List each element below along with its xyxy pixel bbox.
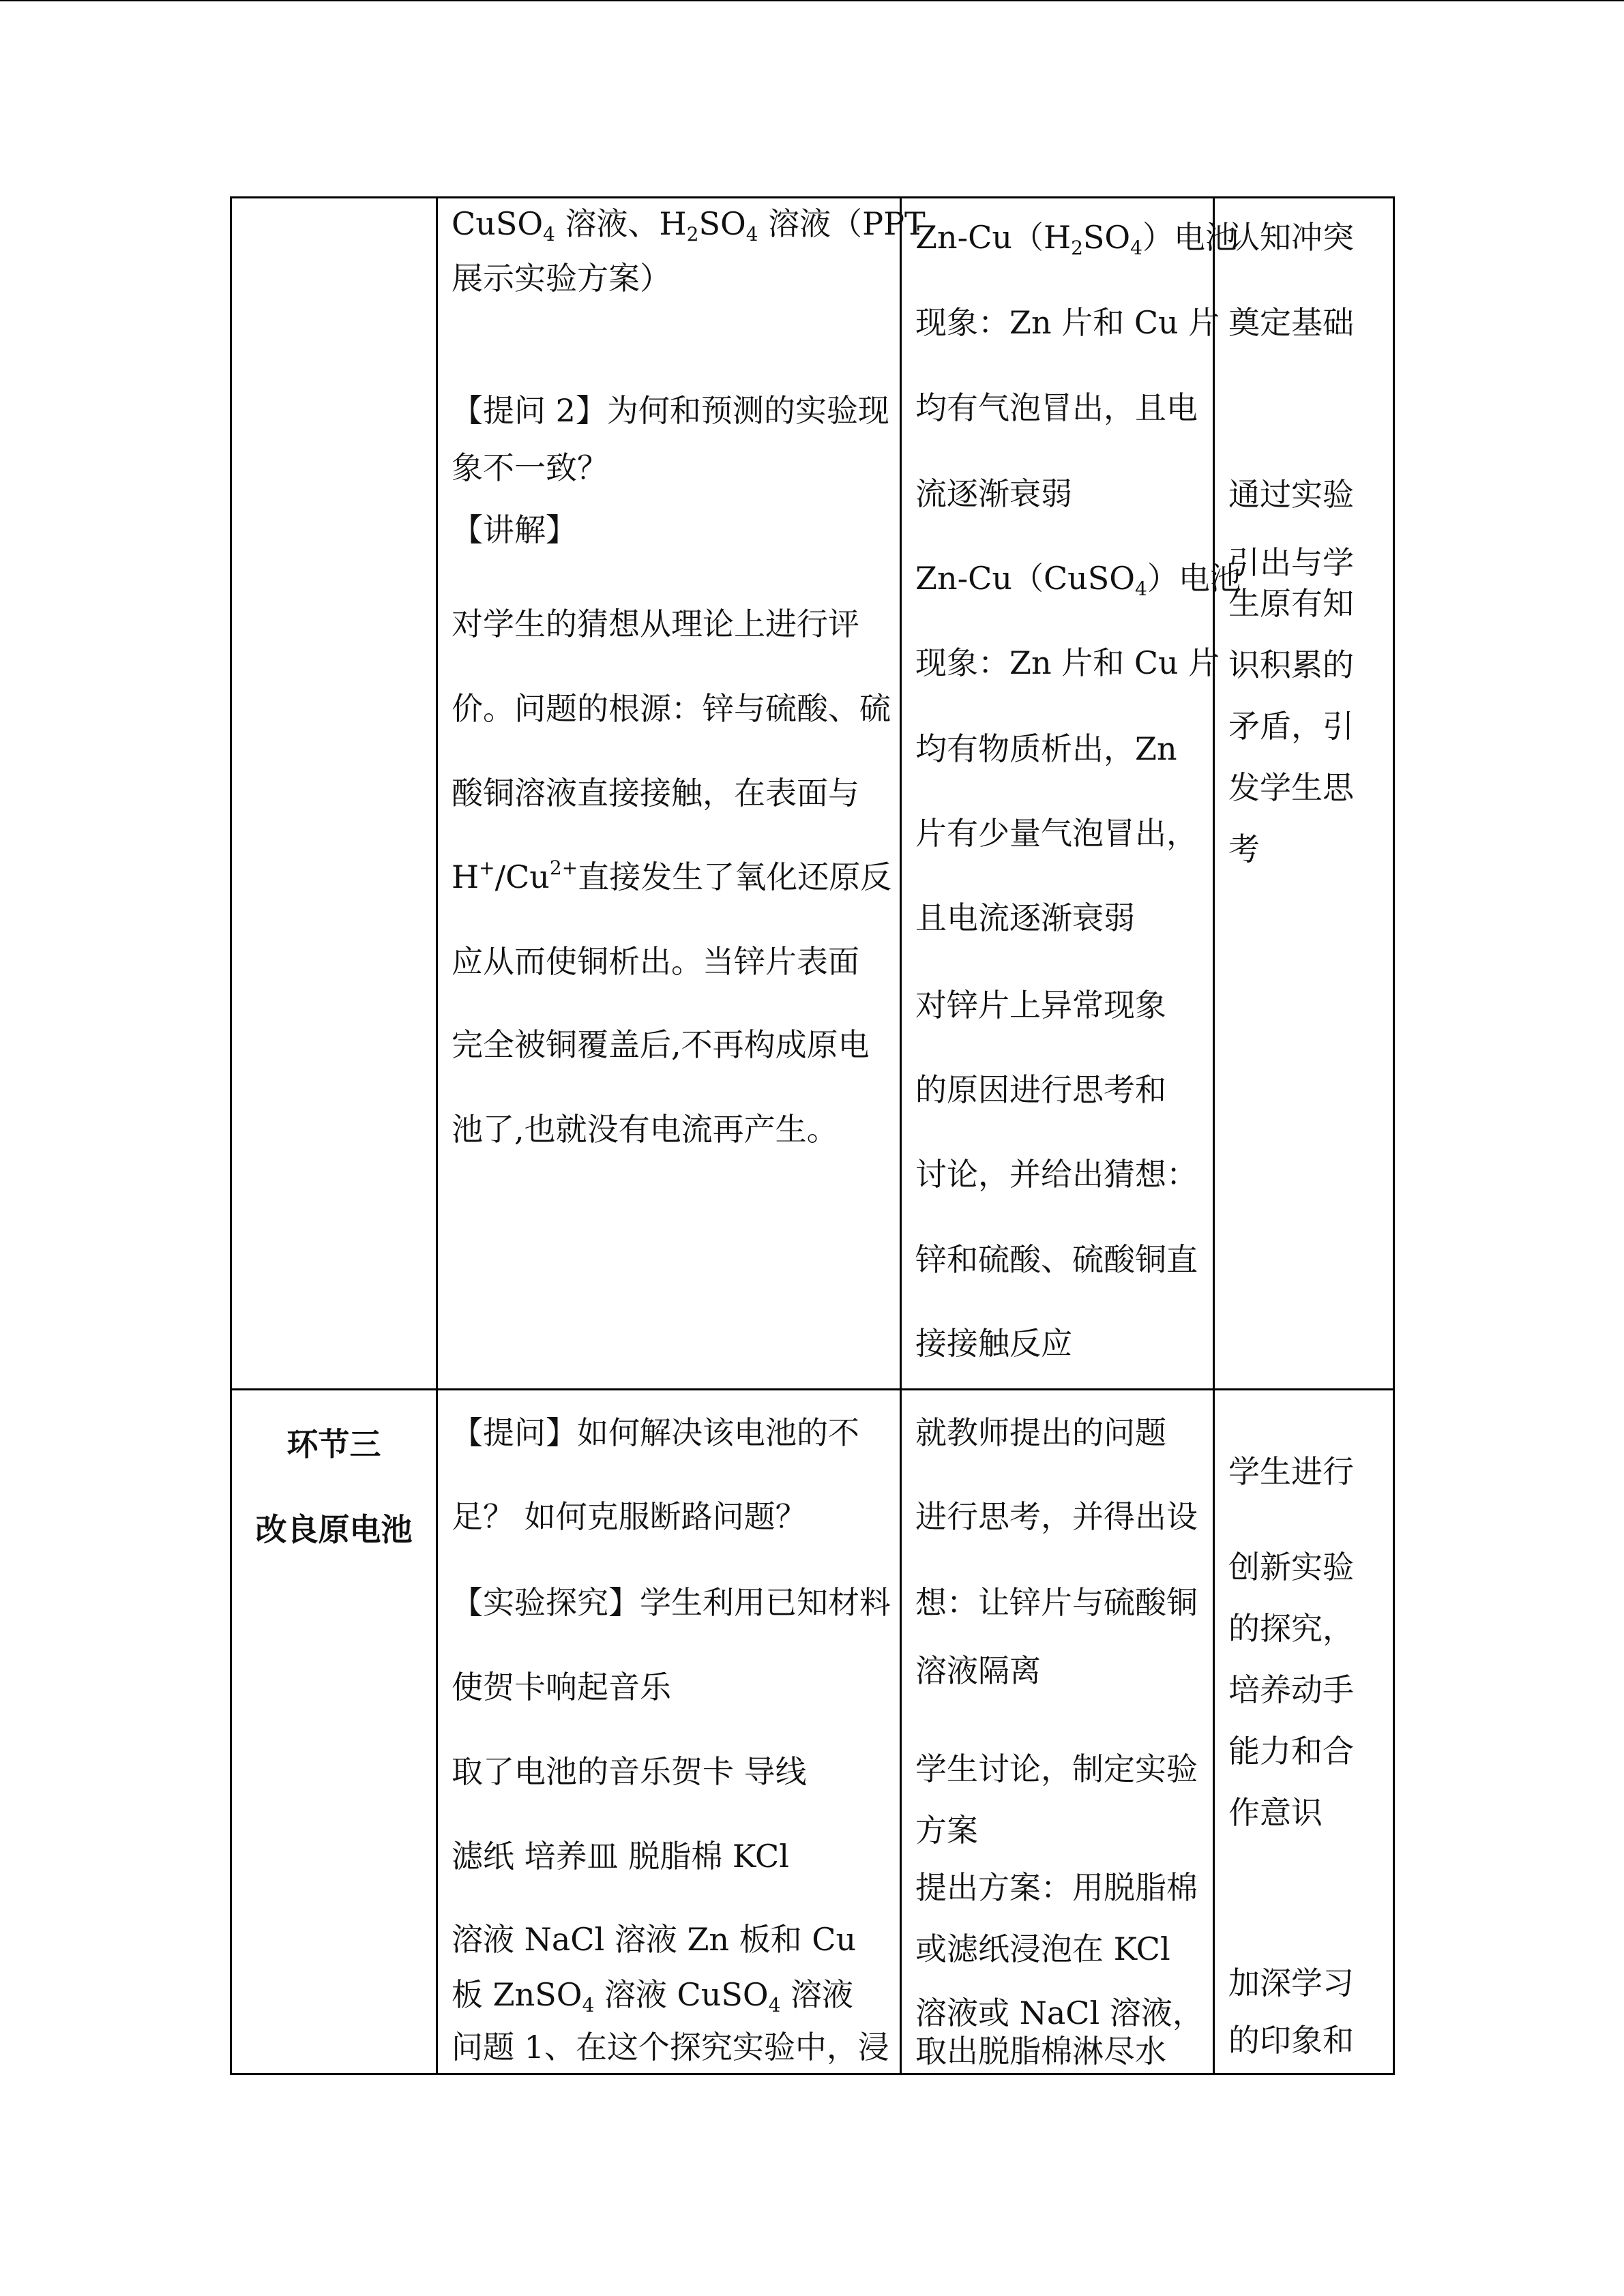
text-line: 取出脱脂棉淋尽水 — [915, 2033, 1166, 2070]
text-line: 对学生的猜想从理论上进行评 — [452, 606, 859, 642]
teacher-activity-content — [438, 198, 926, 1388]
text-line: 滤纸 培养皿 脱脂棉 KCl — [452, 1838, 789, 1875]
text-fragment: 溶液、H — [555, 205, 687, 242]
stage-title: 环节三 — [286, 1426, 381, 1463]
text-line: 酸铜溶液直接接触，在表面与 — [452, 775, 859, 811]
teacher-activity-cell — [437, 1390, 901, 2074]
text-line: 【实验探究】学生利用已知材料 — [452, 1584, 891, 1621]
student-activity-content — [902, 1390, 1213, 2073]
text-line: 【讲解】 — [452, 511, 577, 548]
student-activity-cell — [901, 198, 1241, 1390]
text-line: 发学生思 — [1228, 769, 1354, 806]
teacher-activity-cell — [437, 198, 926, 1390]
text-line: 能力和合 — [1228, 1733, 1354, 1770]
text-fragment: 4 — [745, 223, 758, 245]
text-fragment: CuSO — [452, 205, 544, 242]
text-fragment: Zn-Cu（CuSO — [915, 560, 1135, 597]
text-line: 完全被铜覆盖后,不再构成原电 — [452, 1026, 870, 1063]
text-line: 奠定基础 — [1228, 304, 1354, 341]
design-intent-cell — [1214, 1390, 1394, 2074]
table-row — [231, 198, 1394, 1390]
text-fragment: SO — [698, 205, 746, 242]
text-line: 考 — [1228, 831, 1260, 867]
text-fragment: + — [479, 856, 495, 879]
text-line — [452, 857, 891, 897]
text-line — [915, 558, 1241, 598]
text-fragment: H — [452, 859, 479, 895]
text-line: 象不一致？ — [452, 449, 608, 486]
text-line: 接接触反应 — [915, 1325, 1072, 1362]
text-fragment: SO — [1082, 219, 1131, 256]
text-line: 学生进行 — [1228, 1453, 1354, 1490]
text-line: 现象：Zn 片和 Cu 片 — [915, 644, 1220, 681]
text-fragment: 板 ZnSO — [452, 1976, 582, 2013]
stage-cell — [231, 198, 437, 1390]
text-fragment: 溶液（PPT — [758, 205, 926, 242]
text-fragment: 4 — [582, 1994, 595, 2016]
text-line: 想：让锌片与硫酸铜 — [915, 1584, 1198, 1621]
design-intent-content — [1215, 198, 1393, 1388]
text-line: 作意识 — [1228, 1794, 1323, 1831]
text-line: 现象：Zn 片和 Cu 片 — [915, 304, 1220, 341]
text-line: 生原有知 — [1228, 585, 1354, 622]
text-fragment: 4 — [543, 223, 555, 245]
text-line: 进行思考，并得出设 — [915, 1498, 1198, 1535]
text-line: 识积累的 — [1228, 646, 1354, 683]
table-row — [231, 1390, 1394, 2074]
text-line: 对锌片上异常现象 — [915, 987, 1166, 1024]
text-line: 溶液或 NaCl 溶液， — [915, 1995, 1204, 2031]
text-line: 价。问题的根源：锌与硫酸、硫 — [452, 690, 891, 727]
text-fragment: 4 — [1130, 237, 1142, 259]
text-line: 取了电池的音乐贺卡 导线 — [452, 1753, 807, 1790]
text-line: 流逐渐衰弱 — [915, 475, 1072, 512]
text-line: 引出与学 — [1228, 544, 1354, 581]
text-fragment: 2 — [1071, 237, 1083, 259]
text-line: 溶液 NaCl 溶液 Zn 板和 Cu — [452, 1921, 857, 1958]
text-line: 就教师提出的问题 — [915, 1414, 1166, 1451]
text-fragment: 4 — [768, 1994, 781, 2016]
text-line: 或滤纸浸泡在 KCl — [915, 1930, 1170, 1967]
text-line: 的印象和 — [1228, 2022, 1354, 2059]
student-activity-content — [902, 198, 1241, 1388]
stage-cell-content — [232, 1390, 436, 2073]
text-line: 认知冲突 — [1228, 219, 1354, 256]
text-line: 使贺卡响起音乐 — [452, 1669, 671, 1705]
text-line: 足？ 如何克服断路问题？ — [452, 1498, 807, 1535]
teacher-activity-content — [438, 1390, 900, 2073]
text-line — [452, 1975, 853, 2014]
design-intent-content — [1215, 1390, 1393, 2073]
text-line: 池了,也就没有电流再产生。 — [452, 1111, 838, 1148]
text-line: 通过实验 — [1228, 476, 1354, 513]
text-line: 锌和硫酸、硫酸铜直 — [915, 1241, 1198, 1278]
text-fragment: 溶液 — [780, 1976, 854, 2013]
text-fragment: Zn-Cu（H — [915, 219, 1072, 256]
text-fragment: 溶液 CuSO — [594, 1976, 769, 2013]
text-line: 且电流逐渐衰弱 — [915, 899, 1135, 936]
text-line: 溶液隔离 — [915, 1652, 1041, 1689]
text-fragment: /Cu — [494, 859, 550, 895]
text-fragment: ）电池 — [1147, 560, 1241, 597]
text-fragment: 2+ — [549, 856, 578, 879]
text-line: 提出方案：用脱脂棉 — [915, 1869, 1198, 1906]
text-fragment: ）电池 — [1142, 219, 1237, 256]
text-line: 均有气泡冒出，且电 — [915, 389, 1198, 426]
stage-cell — [231, 1390, 437, 2074]
text-fragment: 4 — [1135, 578, 1147, 600]
lesson-plan-table — [230, 196, 1395, 2075]
text-line: 【提问 2】为何和预测的实验现 — [452, 392, 889, 429]
stage-title: 改良原电池 — [255, 1511, 413, 1548]
text-line: 的探究， — [1228, 1610, 1354, 1647]
page-top-border — [0, 0, 1624, 1]
design-intent-cell — [1214, 198, 1394, 1390]
stage-cell-content — [232, 198, 436, 1388]
text-line: 培养动手 — [1228, 1671, 1354, 1708]
text-line: 片有少量气泡冒出， — [915, 815, 1198, 852]
text-line: 均有物质析出，Zn — [915, 730, 1177, 767]
text-line — [452, 204, 926, 243]
text-fragment: 2 — [686, 223, 699, 245]
text-line: 创新实验 — [1228, 1549, 1354, 1585]
text-line: 问题 1、在这个探究实验中，浸 — [452, 2029, 889, 2066]
text-line: 【提问】如何解决该电池的不 — [452, 1414, 859, 1451]
text-line: 的原因进行思考和 — [915, 1071, 1166, 1108]
text-line: 讨论，并给出猜想： — [915, 1156, 1198, 1193]
text-line: 学生讨论，制定实验 — [915, 1750, 1198, 1787]
text-fragment: 直接发生了氧化还原反 — [578, 859, 892, 895]
text-line: 展示实验方案） — [452, 260, 671, 297]
student-activity-cell — [901, 1390, 1214, 2074]
text-line — [915, 218, 1237, 257]
text-line: 应从而使铜析出。当锌片表面 — [452, 943, 859, 980]
text-line: 方案 — [915, 1812, 978, 1849]
text-line: 矛盾，引 — [1228, 708, 1354, 745]
text-line: 加深学习 — [1228, 1965, 1354, 2001]
